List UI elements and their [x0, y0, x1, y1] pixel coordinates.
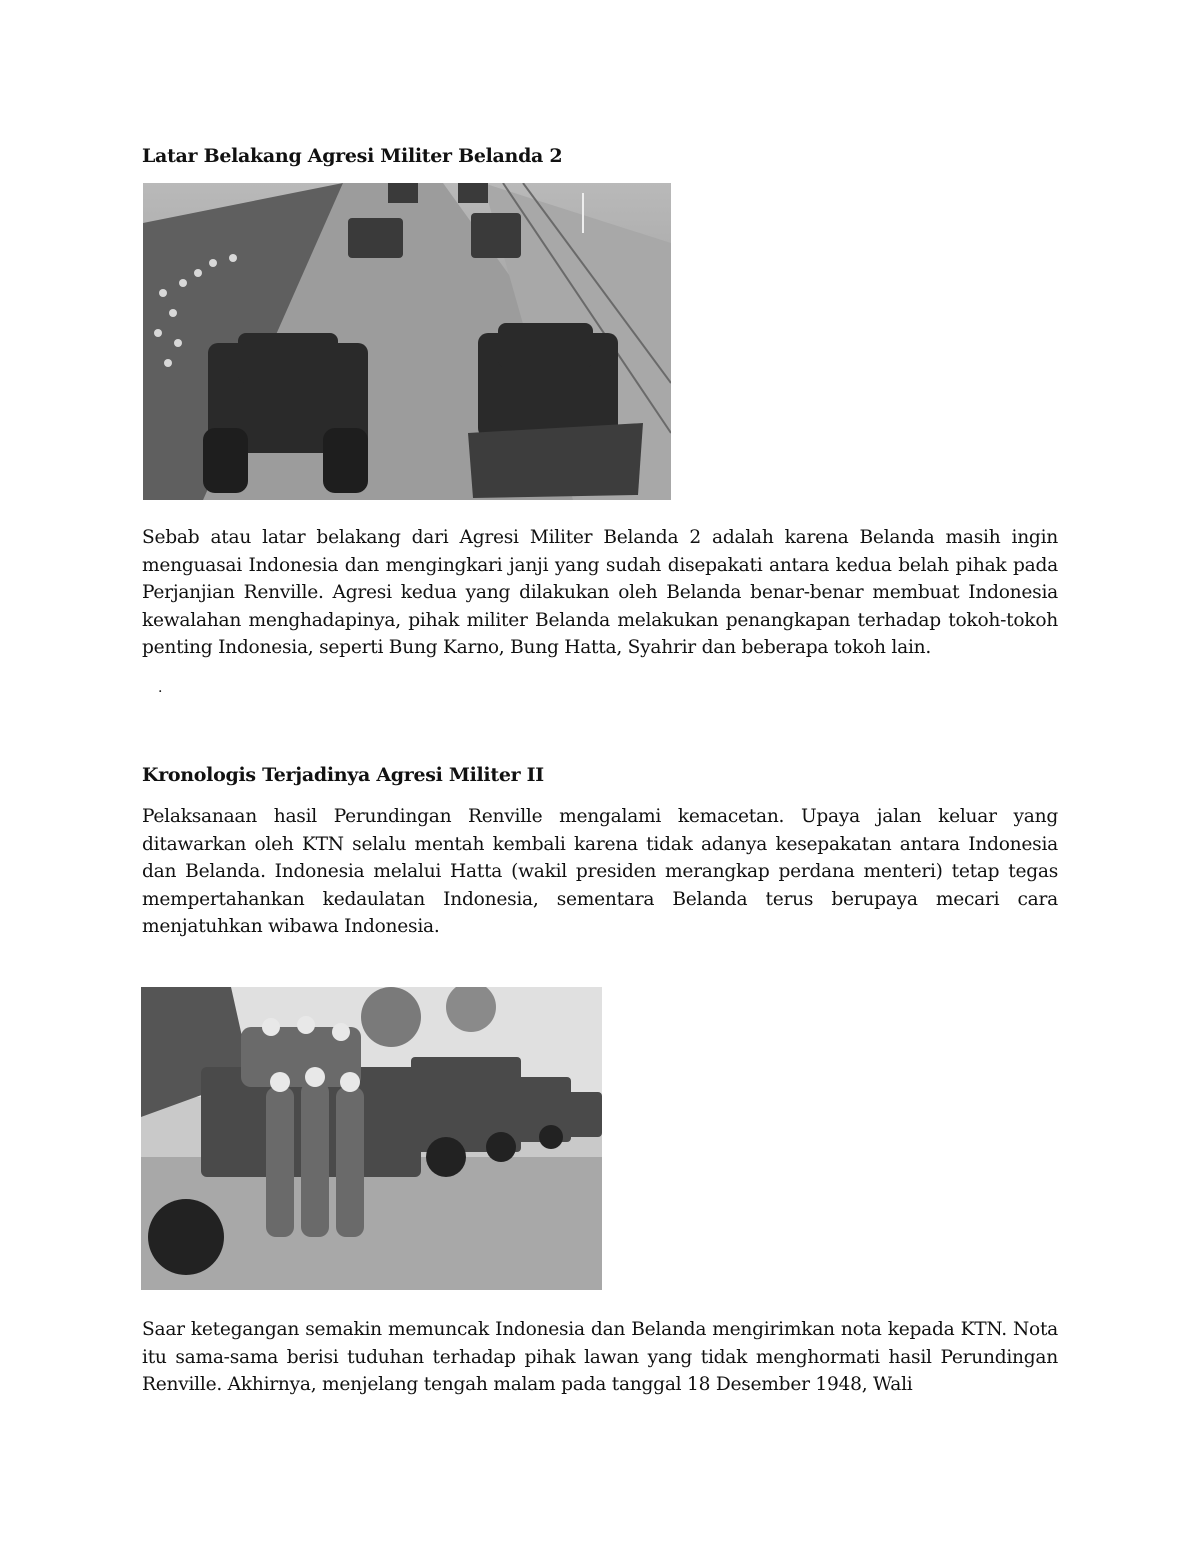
section2-paragraph: Pelaksanaan hasil Perundingan Renville mengalami kemacetan. Upaya jalan keluar yang ditawarkan oleh KTN selalu mentah kembali karena tidak adanya kesepakatan antara Indonesia dan Belanda. Indonesia melalui Hatta (wakil presiden merangkap perdana menteri) tetap tegas mempertahankan kedaulatan Indonesia, sementara Belanda terus berupaya mecari cara menjatuhkan wibawa Indonesia. [142, 806, 1058, 937]
photo-soldiers-convoy [141, 987, 602, 1290]
section-heading-latar-belakang: Latar Belakang Agresi Militer Belanda 2 [142, 145, 563, 167]
section3-paragraph: Saar ketegangan semakin memuncak Indonesia dan Belanda mengirimkan nota kepada KTN. Nota itu sama-sama berisi tuduhan terhadap pihak lawan yang tidak menghormati hasil Perundingan Renville. Akhirnya, menjelang tengah malam pada tanggal 18 Desember 1948, Wali [142, 1319, 1058, 1395]
tank-parade-illustration [143, 183, 671, 500]
stray-dot: . [158, 680, 163, 696]
section-heading-kronologis: Kronologis Terjadinya Agresi Militer II [142, 764, 544, 786]
soldiers-convoy-illustration [141, 987, 602, 1290]
photo-tank-parade [143, 183, 671, 500]
section1-paragraph: Sebab atau latar belakang dari Agresi Militer Belanda 2 adalah karena Belanda masih ingin menguasai Indonesia dan mengingkari janji yang sudah disepakati antara kedua belah pihak pada Perjanjian Renville. Agresi kedua yang dilakukan oleh Belanda benar-benar membuat Indonesia kewalahan menghadapinya, pihak militer Belanda melakukan penangkapan terhadap tokoh-tokoh penting Indonesia, seperti Bung Karno, Bung Hatta, Syahrir dan beberapa tokoh lain. [142, 527, 1058, 658]
